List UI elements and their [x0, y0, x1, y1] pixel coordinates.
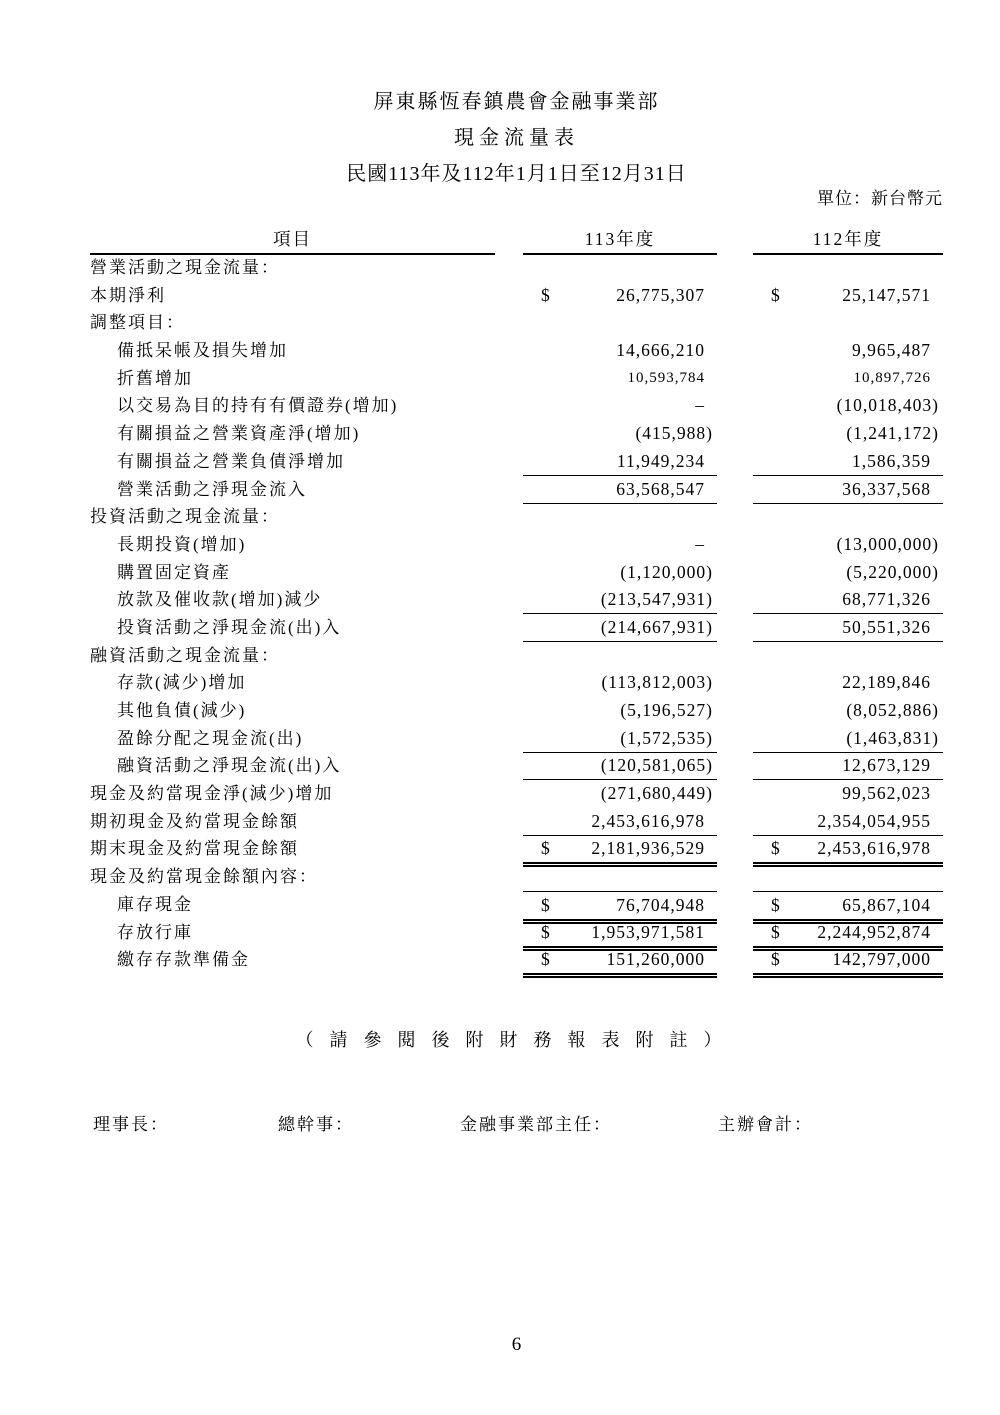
row-label: 本期淨利	[90, 285, 166, 305]
table-body	[90, 254, 943, 974]
column-gap	[495, 614, 523, 642]
table-row	[90, 725, 943, 753]
table-row	[90, 586, 943, 614]
column-gap	[495, 420, 523, 448]
value-112: 2,244,952,874	[817, 921, 931, 942]
table-row	[90, 614, 943, 642]
amount-112	[753, 282, 943, 310]
amount-113	[523, 697, 717, 725]
column-gap	[495, 282, 523, 310]
amount-112	[753, 780, 943, 808]
row-label: 有關損益之營業資產淨(增加)	[117, 424, 361, 444]
column-gap	[495, 642, 523, 670]
column-gap	[717, 808, 753, 836]
column-gap	[717, 503, 753, 531]
column-gap	[717, 559, 753, 587]
column-gap	[717, 365, 753, 393]
table-row	[90, 946, 943, 974]
row-label: 放款及催收款(增加)減少	[117, 590, 323, 610]
column-gap	[495, 448, 523, 476]
dollar-sign-112: $	[771, 284, 780, 305]
amount-112	[753, 476, 943, 504]
value-113: (213,547,931)	[600, 589, 713, 610]
column-gap	[495, 365, 523, 393]
amount-112	[753, 586, 943, 614]
dollar-sign-112: $	[771, 894, 780, 915]
signature-general-manager: 總幹事：	[278, 1114, 354, 1134]
value-112: (1,241,172)	[846, 423, 939, 444]
value-112: (10,018,403)	[836, 395, 939, 416]
amount-113	[523, 448, 717, 476]
value-113: 2,181,936,529	[591, 838, 705, 859]
dollar-sign-113: $	[541, 921, 550, 942]
column-header-113: 113年度	[523, 226, 717, 255]
table-row	[90, 780, 943, 808]
amount-112	[753, 808, 943, 836]
table-row	[90, 365, 943, 393]
column-gap	[495, 254, 523, 282]
value-112: 2,453,616,978	[817, 838, 931, 859]
column-gap	[717, 725, 753, 753]
table-row	[90, 420, 943, 448]
value-112: (13,000,000)	[836, 533, 939, 554]
value-113: 151,260,000	[606, 949, 705, 970]
value-112: 50,551,326	[842, 616, 931, 637]
column-gap	[717, 614, 753, 642]
signature-dept-director: 金融事業部主任：	[460, 1114, 612, 1134]
table-row	[90, 448, 943, 476]
row-label: 庫存現金	[117, 894, 193, 914]
value-113: 2,453,616,978	[591, 810, 705, 831]
dollar-sign-113: $	[541, 838, 550, 859]
amount-112	[753, 309, 943, 337]
amount-112	[753, 531, 943, 559]
column-gap	[717, 448, 753, 476]
value-113: 63,568,547	[616, 478, 705, 499]
amount-113	[523, 365, 717, 393]
column-header-112: 112年度	[753, 226, 943, 255]
column-gap	[495, 337, 523, 365]
row-label: 期末現金及約當現金餘額	[90, 839, 299, 859]
amount-113	[523, 808, 717, 836]
value-113: –	[695, 395, 705, 416]
value-112: (8,052,886)	[846, 700, 939, 720]
value-113: (120,581,065)	[600, 755, 713, 776]
column-gap	[717, 586, 753, 614]
value-113: (271,680,449)	[600, 783, 713, 804]
column-gap	[495, 309, 523, 337]
column-gap	[717, 226, 753, 255]
amount-113	[523, 669, 717, 697]
column-gap	[717, 531, 753, 559]
value-112: 2,354,054,955	[817, 810, 931, 831]
amount-113	[523, 863, 717, 891]
row-label: 期初現金及約當現金餘額	[90, 811, 299, 831]
page-number: 6	[511, 1333, 522, 1355]
amount-112	[753, 642, 943, 670]
row-label: 融資活動之現金流量：	[90, 645, 280, 665]
column-gap	[495, 697, 523, 725]
value-113: 26,775,307	[616, 284, 705, 305]
value-112: 1,586,359	[852, 450, 931, 471]
amount-113	[523, 420, 717, 448]
amount-112	[753, 863, 943, 891]
amount-113	[523, 725, 717, 753]
dollar-sign-112: $	[771, 949, 780, 970]
amount-113	[523, 642, 717, 670]
value-113: 76,704,948	[616, 894, 705, 915]
amount-113	[523, 337, 717, 365]
amount-113	[523, 780, 717, 808]
row-label: 折舊增加	[117, 368, 193, 388]
dollar-sign-112: $	[771, 921, 780, 942]
column-gap	[717, 392, 753, 420]
row-label: 繳存存款準備金	[117, 950, 250, 970]
column-gap	[717, 337, 753, 365]
row-label: 營業活動之現金流量：	[90, 258, 280, 277]
amount-113	[523, 559, 717, 587]
amount-113	[523, 531, 717, 559]
value-112: (1,463,831)	[846, 727, 939, 748]
amount-113	[523, 392, 717, 420]
cash-flow-table	[90, 226, 943, 974]
row-label: 現金及約當現金餘額內容：	[90, 867, 318, 887]
column-gap	[717, 282, 753, 310]
table-row	[90, 919, 943, 947]
column-gap	[495, 586, 523, 614]
value-113: (1,120,000)	[620, 561, 713, 582]
amount-113	[523, 752, 717, 780]
row-label: 存放行庫	[117, 922, 193, 942]
currency-unit: 單位：新台幣元	[817, 189, 943, 208]
amount-113	[523, 254, 717, 282]
value-113: (5,196,527)	[620, 700, 713, 720]
amount-112	[753, 448, 943, 476]
value-112: 65,867,104	[842, 894, 931, 915]
value-113: 1,953,971,581	[591, 921, 705, 942]
amount-113	[523, 614, 717, 642]
footnote-reference: （請參閱後附財務報表附註）	[295, 1029, 738, 1050]
column-gap	[717, 863, 753, 891]
value-112: 10,897,726	[853, 369, 931, 386]
table-row	[90, 669, 943, 697]
value-113: (113,812,003)	[601, 672, 713, 693]
column-gap	[495, 725, 523, 753]
table-row	[90, 697, 943, 725]
amount-112	[753, 725, 943, 753]
amount-112	[753, 420, 943, 448]
value-112: 36,337,568	[842, 478, 931, 499]
column-gap	[717, 309, 753, 337]
column-gap	[495, 669, 523, 697]
signature-accountant: 主辦會計：	[718, 1114, 813, 1134]
table-header-row	[90, 226, 943, 254]
table-row	[90, 309, 943, 337]
table-row	[90, 254, 943, 282]
amount-112	[753, 559, 943, 587]
value-112: 99,562,023	[842, 783, 931, 804]
signature-line	[90, 1111, 943, 1139]
column-gap	[717, 476, 753, 504]
amount-112	[753, 669, 943, 697]
amount-112	[753, 503, 943, 531]
value-113: (415,988)	[635, 423, 713, 444]
value-113: (214,667,931)	[600, 616, 713, 637]
column-gap	[495, 392, 523, 420]
column-gap	[717, 642, 753, 670]
row-label: 備抵呆帳及損失增加	[117, 341, 288, 361]
table-row	[90, 503, 943, 531]
dollar-sign-113: $	[541, 284, 550, 305]
column-gap	[717, 780, 753, 808]
value-112: 9,965,487	[852, 340, 931, 361]
column-gap	[495, 863, 523, 891]
dollar-sign-113: $	[541, 949, 550, 970]
value-112: 142,797,000	[832, 949, 931, 970]
column-gap	[717, 752, 753, 780]
amount-112	[753, 365, 943, 393]
table-row	[90, 863, 943, 891]
table-row	[90, 808, 943, 836]
value-112: 22,189,846	[842, 672, 931, 693]
amount-113	[523, 586, 717, 614]
row-label: 投資活動之淨現金流(出)入	[117, 617, 342, 637]
title-block	[90, 84, 943, 192]
amount-112	[753, 614, 943, 642]
table-row	[90, 559, 943, 587]
value-113: 10,593,784	[627, 369, 705, 386]
amount-112	[753, 697, 943, 725]
column-gap	[717, 946, 753, 978]
column-gap	[717, 669, 753, 697]
amount-112	[753, 752, 943, 780]
organization-name: 屏東縣恆春鎮農會金融事業部	[373, 91, 660, 113]
table-row	[90, 531, 943, 559]
column-gap	[717, 420, 753, 448]
row-label: 投資活動之現金流量：	[90, 507, 280, 527]
column-gap	[495, 531, 523, 559]
column-gap	[495, 503, 523, 531]
row-label: 調整項目：	[90, 313, 185, 333]
row-label: 現金及約當現金淨(減少)增加	[90, 784, 334, 804]
row-label: 以交易為目的持有有價證券(增加)	[117, 396, 399, 416]
statement-title: 現金流量表	[454, 127, 579, 149]
column-gap	[495, 226, 523, 255]
table-row	[90, 642, 943, 670]
amount-113	[523, 946, 717, 978]
table-row	[90, 392, 943, 420]
row-label: 有關損益之營業負債淨增加	[117, 451, 345, 471]
row-label: 存款(減少)增加	[117, 673, 247, 693]
column-gap	[495, 808, 523, 836]
value-113: (1,572,535)	[620, 727, 713, 748]
column-gap	[495, 752, 523, 780]
value-112: 12,673,129	[842, 755, 931, 776]
column-gap	[717, 697, 753, 725]
amount-113	[523, 309, 717, 337]
value-113: 14,666,210	[616, 340, 705, 361]
amount-113	[523, 503, 717, 531]
column-gap	[495, 946, 523, 978]
table-row	[90, 337, 943, 365]
table-row	[90, 752, 943, 780]
amount-112	[753, 254, 943, 282]
row-label: 融資活動之淨現金流(出)入	[117, 756, 342, 776]
row-label: 其他負債(減少)	[117, 701, 247, 720]
column-gap	[495, 476, 523, 504]
value-113: –	[695, 533, 705, 554]
value-113: 11,949,234	[616, 450, 705, 471]
signature-chairman: 理事長：	[93, 1114, 169, 1134]
amount-112	[753, 392, 943, 420]
table-row	[90, 476, 943, 504]
row-label: 營業活動之淨現金流入	[117, 479, 307, 499]
row-label: 購置固定資產	[117, 562, 231, 582]
row-label: 盈餘分配之現金流(出)	[117, 728, 304, 748]
table-row	[90, 891, 943, 919]
value-112: 25,147,571	[842, 284, 931, 305]
dollar-sign-112: $	[771, 838, 780, 859]
table-row	[90, 835, 943, 863]
column-header-item: 項目	[90, 226, 495, 255]
row-label: 長期投資(增加)	[117, 534, 247, 554]
amount-112	[753, 946, 943, 978]
table-row	[90, 282, 943, 310]
amount-113	[523, 476, 717, 504]
column-gap	[495, 780, 523, 808]
amount-113	[523, 282, 717, 310]
statement-period: 民國113年及112年1月1日至12月31日	[346, 163, 687, 185]
value-112: 68,771,326	[842, 589, 931, 610]
column-gap	[717, 254, 753, 282]
dollar-sign-113: $	[541, 894, 550, 915]
amount-112	[753, 337, 943, 365]
value-112: (5,220,000)	[846, 561, 939, 582]
column-gap	[495, 559, 523, 587]
